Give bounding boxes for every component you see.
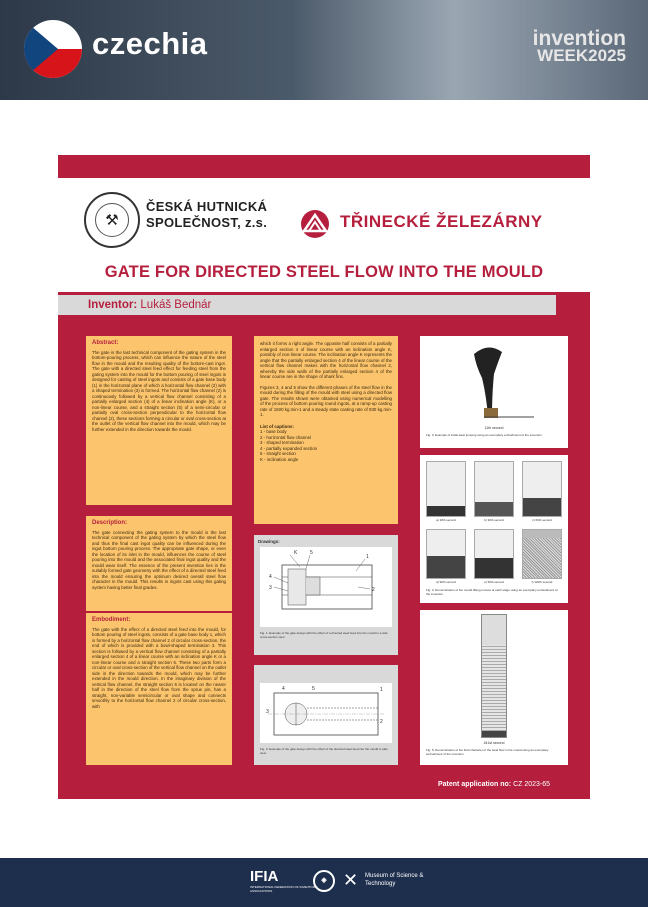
fig4e-image	[474, 529, 514, 579]
caption-item: 2 - horizontal flow channel	[260, 434, 312, 440]
footer-bar	[0, 858, 648, 907]
poster	[58, 155, 590, 799]
drawings-heading: Drawings:	[258, 539, 280, 544]
gate-plan-view-diagram	[260, 683, 392, 743]
fig4c-time: c) 60th second	[532, 518, 552, 522]
fig4d-time: d) 90th second	[436, 580, 456, 584]
label-1: 1	[366, 554, 369, 560]
label-5: 5	[310, 550, 313, 556]
fig4e-time: e) 60th second	[484, 580, 504, 584]
caption-item: 1 - base body	[260, 429, 287, 434]
fig4b-time: b) 30th second	[484, 518, 504, 522]
czech-flag-icon	[24, 20, 82, 78]
ifia-logo: IFIA	[250, 868, 279, 885]
fig5-time: 441st second	[483, 741, 505, 745]
patent-label: Patent application no:	[438, 781, 512, 788]
plan-label-1: 1	[380, 687, 383, 693]
fig1-drawing	[260, 547, 392, 627]
invention-week-logo	[532, 27, 626, 65]
fig3-image	[454, 344, 534, 426]
label-3: 3	[269, 585, 272, 591]
museum-icon: ✕	[343, 870, 359, 890]
caption-item: 4 - partially expanded section	[260, 445, 318, 451]
caption-item: 3 - shaped termination	[260, 440, 304, 445]
fig4-caption: Fig. 4: Demonstration of the mould filling process at each stage using an exemplary embodiment of the invention	[426, 588, 558, 596]
continuation-text: which it forms a right angle. The opposite half consists of a partially enlarged section 4 of linear course with an inclination angle K, possibly of non-linear course. The inclination angle K represents the angle that the partially enlarged section 4 of the linear course of the vertical flow channel makes with the horizontal flow channel 2, whereby the side walls of the partially enlarged section 4 of the linear course are in the shape of shark fins.	[260, 341, 392, 379]
fig4b-image	[474, 461, 514, 517]
chs-seal-icon: ⚒	[84, 192, 140, 248]
brand-line-2: WEEK2025	[537, 46, 626, 65]
embodiment-box	[86, 613, 232, 765]
fig3-time: 11th second	[484, 426, 504, 430]
plan-label-4: 4	[282, 686, 285, 692]
description-box	[86, 516, 232, 611]
description-text: The gate connecting the gating system to the mould is the last technical component of the gating system by which the steel flow and thus the final cast ingot quality can be influenced during the ingot bottom pouring process. The appropriate gate shape, or even the location of its inlet in the mould, influences the course of steel pouring into the mould and the associated final ingot quality and the mould wear itself. The essence of the present invention lies in the suitably formed gate geometry with the effect of a directed steel feed into the mould ensuring the optimum desired overall steel flow character in the mould. This results in ingots cast using this gating system having better final grades.	[92, 529, 226, 590]
brand-line-1: invention	[532, 27, 626, 50]
caption-item: 5 - straight section	[260, 451, 296, 456]
fig2-caption: Fig. 2: Example of the gate design with the effect of the directed steel feed into the mould in plan view	[260, 747, 388, 755]
description-heading: Description:	[92, 520, 128, 526]
continuation-text-2: Figures 3, 4 and 5 show the different phases of the steel flow in the mould during the filling of the mould with steel using a directed flow gate. The results shown were obtained using numerical modelling of the process of bottom pouring round ingots, at a ramp-up casting rate of 1500 kg.min-1 and a steady state casting rate of 930 kg.min-1.	[260, 384, 392, 417]
event-name: czechia	[92, 26, 208, 61]
plan-view-box	[254, 665, 398, 765]
fig2-drawing	[260, 683, 392, 743]
inventor-label: Inventor:	[88, 299, 138, 311]
ifia-subtitle: INTERNATIONAL FEDERATION OF INVENTORS' ASSOCIATIONS	[250, 885, 318, 893]
event-header-banner	[0, 0, 648, 100]
tz-name: TŘINECKÉ ŽELEZÁRNY	[340, 212, 543, 231]
fig4a-image	[426, 461, 466, 517]
museum-name: Museum of Science & Technology	[365, 873, 424, 887]
gate-side-section-diagram	[260, 547, 392, 627]
abstract-text: The gate is the last technical component of the gating system in the bottom-pouring process, which can influence the nature of the steel flow in the mould and the resulting quality of the bottom-cast ingot. The gate with a directed steel feed effect for feeding steel from the gating system into the mould for the bottom pouring of steel ingots is designed for casting of steel ingots and consists of a gate base body (1) in the horizontal plane of which a horizontal flow channel (2) with a shaped termination (3) is formed. The horizontal flow channel (2) is continuously followed by a vertical flow channel consisting of a partially enlarged section (4) of a linear inclination angle (K), or a non-linear course, and a straight section (5) of a semi-circular or partially oval cross-section perpendicular to the horizontal flow channel (2), these sections forming a circular or oval cross-section at the outlet of the vertical flow channel into the mould, which may be further extended in the direction towards the mould.	[92, 349, 226, 432]
drawings-box	[254, 535, 398, 655]
plan-label-3: 3	[266, 709, 269, 715]
label-4: 4	[269, 574, 272, 580]
fig4f-image	[522, 529, 562, 579]
plan-label-5: 5	[312, 686, 315, 692]
fig5-caption: Fig. 5: Demonstration of the final character of the steel flow in the mould using an exemplary embodiment of the invention	[426, 748, 549, 756]
caption-item: K - inclination angle	[260, 456, 299, 462]
captions-heading: List of captions:	[260, 423, 294, 429]
plan-label-2: 2	[380, 719, 383, 725]
inventor-bar	[58, 295, 556, 315]
patent-number: CZ 2023-65	[513, 781, 551, 788]
embodiment-heading: Embodiment:	[92, 617, 131, 623]
fig4-box	[420, 455, 568, 603]
inventor-name: Lukáš Bednár	[140, 299, 212, 311]
abstract-heading: Abstract:	[92, 340, 119, 346]
poster-title: GATE FOR DIRECTED STEEL FLOW INTO THE MOULD	[104, 263, 544, 281]
fig4d-image	[426, 529, 466, 579]
fig1-caption: Fig. 1: Example of the gate design with the effect of a directed steel feed into the mould in a side cross-section view	[260, 631, 388, 639]
fig5-image	[481, 614, 507, 738]
patent-application	[438, 781, 550, 788]
label-2: 2	[372, 587, 375, 593]
label-k: K	[294, 550, 298, 556]
steel-jump-image	[454, 344, 534, 426]
chs-name: ČESKÁ HUTNICKÁ SPOLEČNOST, z.s.	[146, 199, 268, 230]
logo-bar	[58, 178, 590, 268]
continuation-box	[254, 336, 398, 524]
fig3-caption: Fig. 3: Example of initial steel jumping using an exemplary embodiment of the invention	[426, 433, 542, 437]
fig4a-time: a) 18th second	[436, 518, 456, 522]
fig4c-image	[522, 461, 562, 517]
fig4f-time: f) 120th second	[531, 580, 553, 584]
tz-mountain-icon	[298, 209, 332, 239]
seal-icon: ◈	[313, 870, 335, 892]
fig3-box	[420, 336, 568, 448]
embodiment-text: The gate with the effect of a directed steel feed into the mould, for bottom pouring of steel ingots, consists of a gate base body 1, which is formed by a horizontal flow channel 2 of circular cross-section, the end of which is provided with a bowl-shaped termination 3. This section is followed by a vertical flow channel consisting of a partially enlarged section 4 of a linear course with an inclination angle K or a non-linear course and a straight section 5. These two parts form a circular or oval cross-section of the vertical flow channel on the outlet side in the direction towards the mould, which may be further extended in the mould direction. In the imaginary division of the vertical flow channel, the straight section 5 is located on the nearer half in the direction of the steel flow from the sprue pin, has a straight, non-variable semicircular or oval shape and connects smoothly to the horizontal flow channel 2 of circular cross-section, with	[92, 626, 226, 709]
fig5-box	[420, 610, 568, 765]
abstract-box	[86, 336, 232, 505]
